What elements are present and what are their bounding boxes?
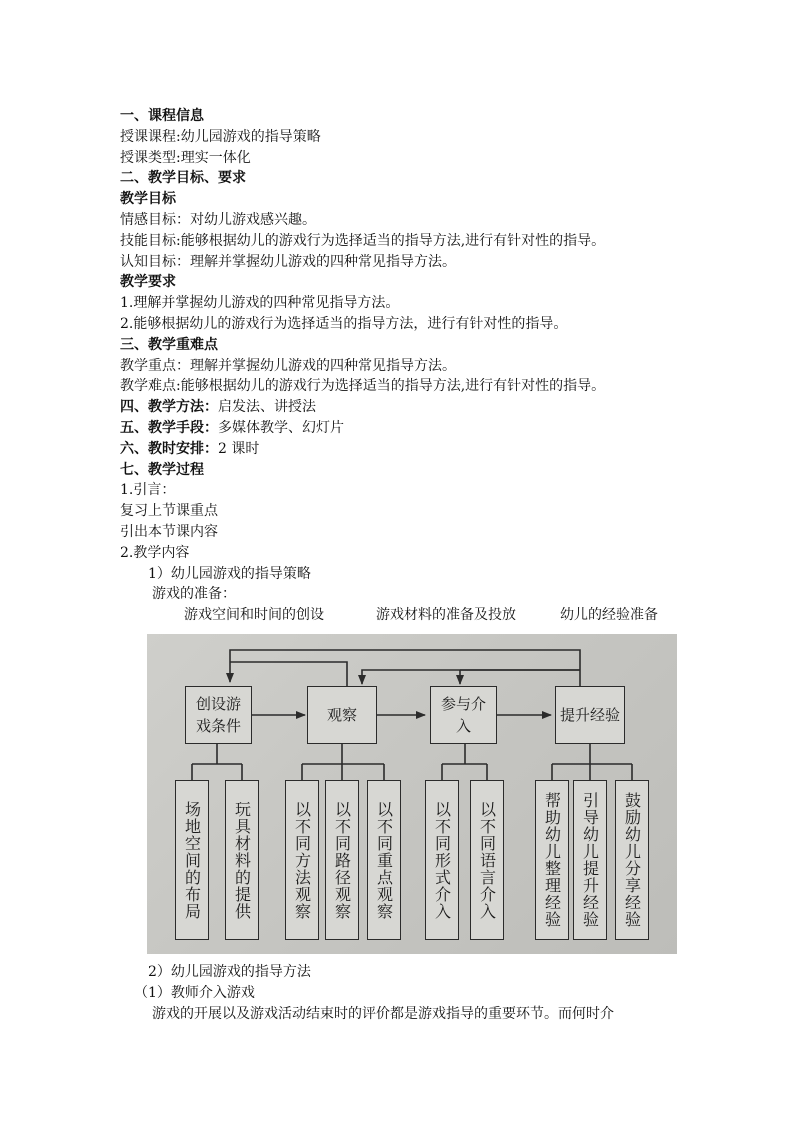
content-subitem-1: （1）教师介入游戏 (134, 984, 255, 1001)
goal-skill: 技能目标:能够根据幼儿的游戏行为选择适当的指导方法,进行有针对性的指导。 (120, 232, 606, 249)
leaf-intervene-forms: 以不同形式介入 (425, 780, 459, 940)
leaf-observe-methods: 以不同方法观察 (285, 780, 319, 940)
section-5-line (120, 418, 680, 439)
goal-emotion: 情感目标：对幼儿游戏感兴趣。 (120, 211, 316, 228)
content-item-1: 1）幼儿园游戏的指导策略 (148, 565, 311, 582)
section-heading-5: 五、教学手段： (120, 419, 218, 436)
game-preparation: 游戏的准备： (152, 586, 236, 603)
strategy-diagram-photo (147, 634, 677, 954)
requirement-2: 2.能够根据幼儿的游戏行为选择适当的指导方法，进行有针对性的指导。 (120, 315, 568, 332)
class-hours: 2 课时 (218, 440, 260, 457)
leaf-encourage-share: 鼓励幼儿分享经验 (615, 780, 649, 940)
section-6-line (120, 439, 680, 460)
prep-item-3: 幼儿的经验准备 (560, 607, 658, 624)
goal-cognition: 认知目标：理解并掌握幼儿游戏的四种常见指导方法。 (120, 253, 456, 270)
prep-item-1: 游戏空间和时间的创设 (184, 607, 324, 624)
process-intro: 1.引言： (120, 482, 176, 499)
prep-item-2: 游戏材料的准备及投放 (376, 607, 516, 624)
section-heading-4: 四、教学方法： (120, 399, 218, 416)
node-observe: 观察 (307, 686, 377, 744)
process-review: 复习上节课重点 (120, 503, 218, 520)
course-line: 授课课程:幼儿园游戏的指导策略 (120, 128, 321, 145)
process-lead-in: 引出本节课内容 (120, 523, 218, 540)
teaching-methods: 启发法、讲授法 (218, 399, 316, 416)
leaf-help-organize: 帮助幼儿整理经验 (535, 780, 569, 940)
leaf-intervene-language: 以不同语言介入 (470, 780, 504, 940)
section-heading-6: 六、教时安排： (120, 440, 218, 457)
paragraph-intervention: 游戏的开展以及游戏活动结束时的评价都是游戏指导的重要环节。而何时介 (152, 1005, 614, 1022)
content-item-2: 2）幼儿园游戏的指导方法 (148, 964, 311, 980)
section-heading-3: 三、教学重难点 (120, 336, 218, 353)
requirements-heading: 教学要求 (120, 274, 176, 291)
process-content: 2.教学内容 (120, 544, 190, 561)
section-heading-2: 二、教学目标、要求 (120, 170, 246, 187)
section-heading-7: 七、教学过程 (120, 461, 204, 478)
leaf-observe-focus: 以不同重点观察 (367, 780, 401, 940)
leaf-guide-improve: 引导幼儿提升经验 (573, 780, 607, 940)
requirement-1: 1.理解并掌握幼儿游戏的四种常见指导方法。 (120, 295, 400, 312)
leaf-space-layout: 场地空间的布局 (175, 780, 209, 940)
document-body-continued (120, 962, 680, 1024)
teaching-means: 多媒体教学、幻灯片 (218, 419, 344, 436)
section-4-line (120, 397, 680, 418)
node-participate-intervene: 参与介入 (430, 686, 497, 744)
goals-heading: 教学目标 (120, 191, 176, 208)
difficult-point: 教学难点:能够根据幼儿的游戏行为选择适当的指导方法,进行有针对性的指导。 (120, 378, 606, 395)
section-heading-1: 一、课程信息 (120, 108, 204, 124)
preparation-items (120, 605, 680, 626)
course-type-line: 授课类型:理实一体化 (120, 149, 251, 166)
leaf-toy-materials: 玩具材料的提供 (225, 780, 259, 940)
node-promote-experience: 提升经验 (555, 686, 625, 744)
key-point: 教学重点：理解并掌握幼儿游戏的四种常见指导方法。 (120, 357, 456, 374)
node-create-conditions: 创设游戏条件 (185, 686, 252, 744)
document-body (120, 106, 680, 626)
leaf-observe-paths: 以不同路径观察 (325, 780, 359, 940)
